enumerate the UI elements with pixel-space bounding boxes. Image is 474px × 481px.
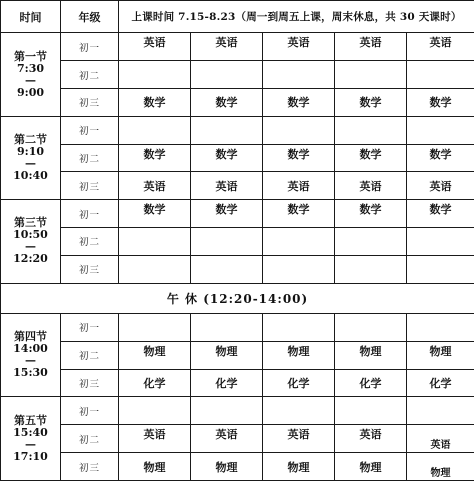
subject-cell: [335, 61, 407, 89]
subject-cell: [191, 314, 263, 342]
schedule-date-range: 上课时间 7.15-8.23（周一到周五上课，周末休息，共 30 天课时）: [119, 1, 474, 33]
period-dash: —: [25, 73, 36, 87]
subject-cell: [119, 255, 191, 283]
period-start: 7:30: [16, 61, 45, 75]
subject-cell: 英语: [119, 172, 191, 200]
table-row: [1, 255, 474, 283]
subject-cell: 数学: [263, 89, 335, 117]
table-row: [1, 172, 474, 200]
subject-cell: 物理: [335, 341, 407, 369]
period-label: [1, 116, 61, 199]
grade-label: 初二: [61, 228, 119, 256]
subject-cell: 数学: [335, 144, 407, 172]
table-row: [1, 144, 474, 172]
period-name: 第四节: [14, 330, 47, 344]
subject-cell: 英语: [335, 425, 407, 453]
subject-cell: [263, 397, 335, 425]
time-column-header: 时间: [1, 1, 61, 33]
subject-cell: 英语: [263, 172, 335, 200]
subject-cell: 化学: [263, 369, 335, 397]
subject-cell: [191, 116, 263, 144]
subject-cell: 数学: [407, 200, 474, 228]
grade-label: 初一: [61, 200, 119, 228]
subject-cell: 英语: [191, 172, 263, 200]
subject-cell: 数学: [191, 200, 263, 228]
subject-cell: 英语: [335, 33, 407, 61]
subject-cell: 英语: [119, 33, 191, 61]
period-start: 9:10: [16, 145, 45, 159]
noon-break-label: 午 休 (12:20-14:00): [1, 283, 474, 313]
subject-cell: 数学: [263, 144, 335, 172]
period-name: 第二节: [14, 133, 47, 147]
period-dash: —: [25, 240, 36, 254]
period-label: [1, 33, 61, 116]
subject-cell: 英语: [263, 33, 335, 61]
period-dash: —: [25, 354, 36, 368]
grade-label: 初二: [61, 425, 119, 453]
table-row: [1, 453, 474, 481]
table-row: [1, 200, 474, 228]
period-label: [1, 200, 61, 283]
subject-cell: 化学: [119, 369, 191, 397]
grade-label: 初三: [61, 255, 119, 283]
table-row: [1, 116, 474, 144]
table-row: [1, 314, 474, 342]
period-end: 10:40: [13, 169, 48, 183]
subject-cell: [335, 116, 407, 144]
subject-cell: 英语: [407, 33, 474, 61]
subject-cell: 数学: [119, 89, 191, 117]
table-row: [1, 33, 474, 61]
subject-cell: 物理: [335, 453, 407, 481]
subject-cell: [335, 228, 407, 256]
table-row: [1, 397, 474, 425]
period-name: 第三节: [14, 216, 47, 230]
subject-cell: [191, 255, 263, 283]
table-row: [1, 369, 474, 397]
subject-cell: 化学: [407, 369, 474, 397]
subject-cell: 英语: [335, 172, 407, 200]
subject-cell: 数学: [191, 89, 263, 117]
subject-cell: 英语: [263, 425, 335, 453]
subject-cell: [191, 397, 263, 425]
period-start: 10:50: [13, 228, 48, 242]
subject-cell: [407, 397, 474, 425]
subject-cell: [119, 228, 191, 256]
subject-cell: 数学: [407, 89, 474, 117]
subject-cell: 英语: [407, 172, 474, 200]
subject-cell: [263, 255, 335, 283]
subject-cell: 物理: [191, 453, 263, 481]
period-end: 17:10: [13, 449, 48, 463]
grade-label: 初一: [61, 314, 119, 342]
subject-cell: [335, 314, 407, 342]
subject-cell: [263, 116, 335, 144]
subject-cell: 物理: [119, 341, 191, 369]
grade-column-header: 年级: [61, 1, 119, 33]
grade-label: 初三: [61, 369, 119, 397]
subject-cell: [119, 61, 191, 89]
subject-cell: [263, 314, 335, 342]
grade-label: 初二: [61, 61, 119, 89]
subject-cell: 化学: [335, 369, 407, 397]
period-dash: —: [25, 157, 36, 171]
period-label: [1, 314, 61, 397]
period-name: 第一节: [14, 49, 47, 63]
table-row: [1, 89, 474, 117]
subject-cell: 物理: [191, 341, 263, 369]
table-row: [1, 425, 474, 453]
period-end: 9:00: [16, 85, 45, 99]
subject-cell: 物理: [407, 453, 474, 481]
period-label: [1, 397, 61, 481]
subject-cell: 数学: [335, 200, 407, 228]
header-row: [1, 1, 474, 33]
period-end: 12:20: [13, 252, 48, 266]
period-end: 15:30: [13, 366, 48, 380]
subject-cell: [263, 61, 335, 89]
table-row: [1, 341, 474, 369]
subject-cell: [407, 314, 474, 342]
subject-cell: [119, 116, 191, 144]
subject-cell: [191, 228, 263, 256]
grade-label: 初一: [61, 397, 119, 425]
subject-cell: 数学: [335, 89, 407, 117]
grade-label: 初三: [61, 172, 119, 200]
subject-cell: [407, 61, 474, 89]
subject-cell: 英语: [407, 425, 474, 453]
subject-cell: 物理: [407, 341, 474, 369]
subject-cell: 物理: [119, 453, 191, 481]
noon-break-row: [1, 283, 474, 313]
grade-label: 初一: [61, 116, 119, 144]
subject-cell: 英语: [191, 425, 263, 453]
period-name: 第五节: [14, 413, 47, 427]
subject-cell: [407, 255, 474, 283]
subject-cell: 物理: [263, 341, 335, 369]
subject-cell: 数学: [263, 200, 335, 228]
subject-cell: [335, 255, 407, 283]
grade-label: 初二: [61, 144, 119, 172]
subject-cell: [119, 397, 191, 425]
grade-label: 初二: [61, 341, 119, 369]
subject-cell: 英语: [191, 33, 263, 61]
period-dash: —: [25, 437, 36, 451]
subject-cell: 数学: [119, 200, 191, 228]
table-row: [1, 61, 474, 89]
subject-cell: 化学: [191, 369, 263, 397]
subject-cell: 数学: [191, 144, 263, 172]
period-start: 14:00: [13, 342, 48, 356]
subject-cell: [191, 61, 263, 89]
period-start: 15:40: [13, 425, 48, 439]
subject-cell: 物理: [263, 453, 335, 481]
subject-cell: 数学: [119, 144, 191, 172]
grade-label: 初三: [61, 89, 119, 117]
grade-label: 初一: [61, 33, 119, 61]
table-row: [1, 228, 474, 256]
subject-cell: [263, 228, 335, 256]
subject-cell: 英语: [119, 425, 191, 453]
subject-cell: [407, 116, 474, 144]
subject-cell: [335, 397, 407, 425]
subject-cell: [407, 228, 474, 256]
subject-cell: 数学: [407, 144, 474, 172]
grade-label: 初三: [61, 453, 119, 481]
subject-cell: [119, 314, 191, 342]
